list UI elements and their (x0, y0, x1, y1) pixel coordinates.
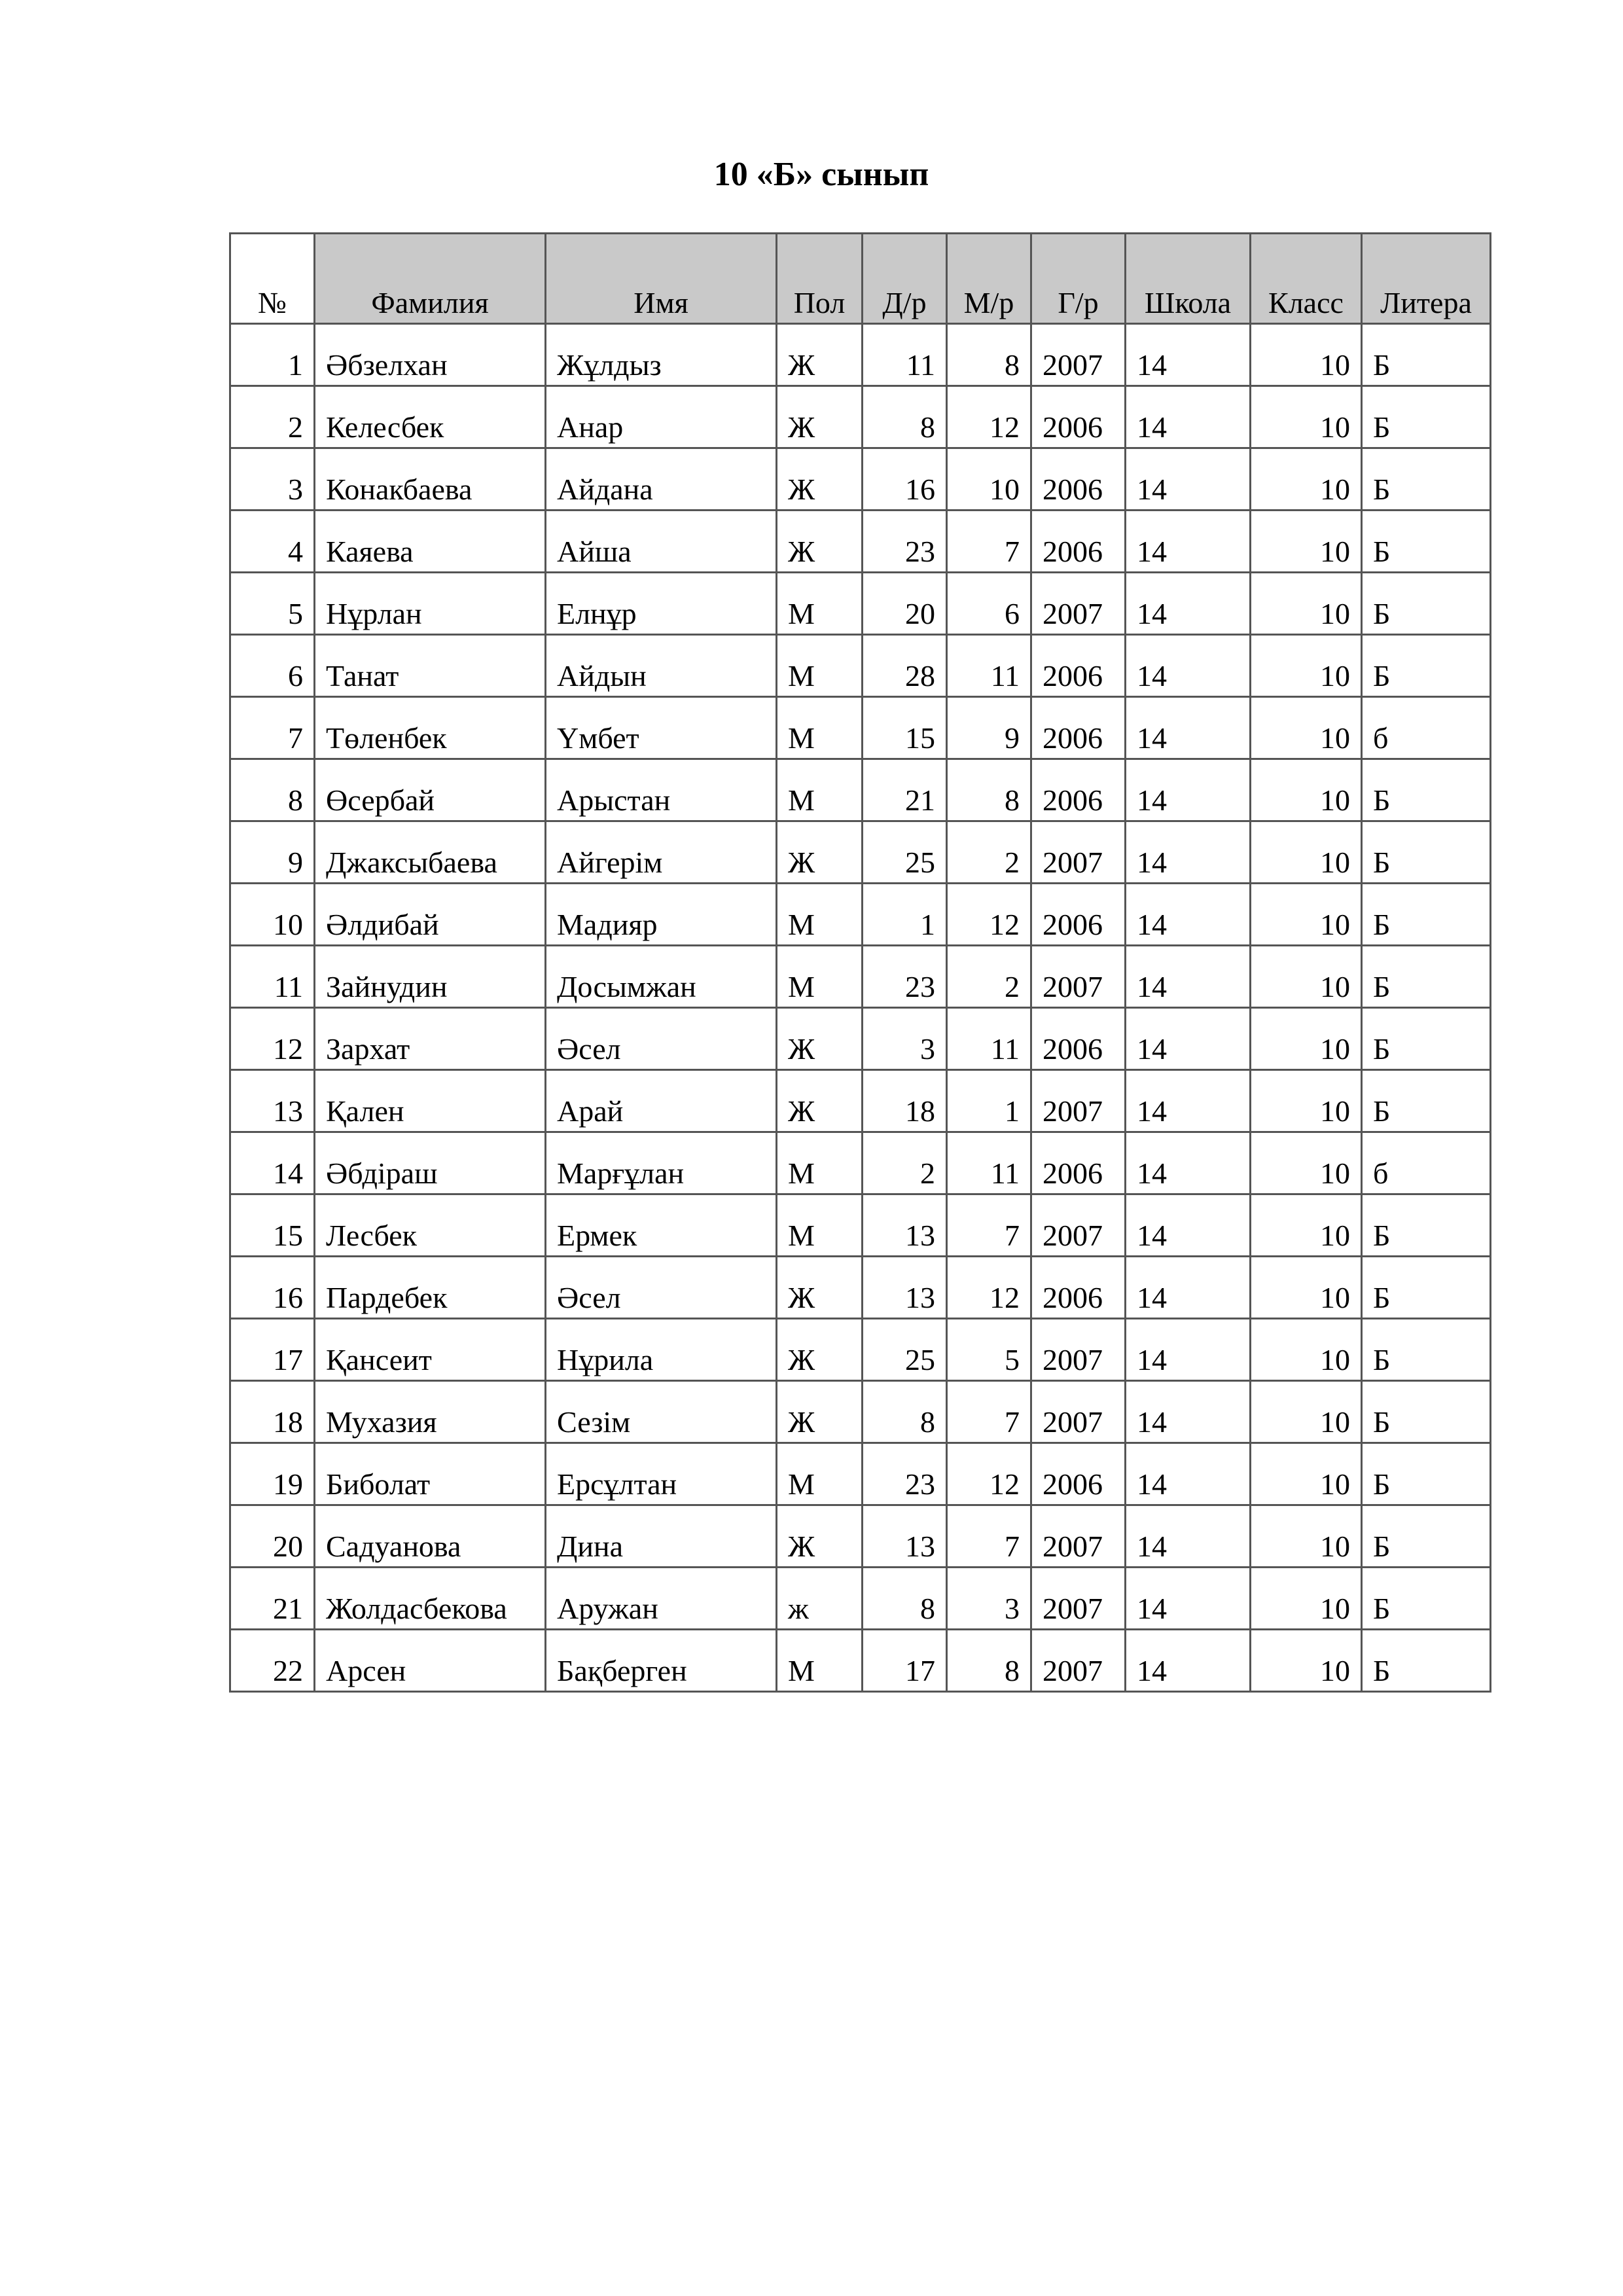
cell-birth-day: 13 (863, 1505, 947, 1568)
cell-birth-year: 2007 (1031, 1194, 1126, 1257)
cell-birth-year: 2006 (1031, 884, 1126, 946)
cell-class: 10 (1251, 1257, 1362, 1319)
cell-name: Әсел (546, 1008, 777, 1070)
cell-school: 14 (1126, 635, 1251, 697)
cell-class: 10 (1251, 884, 1362, 946)
cell-birth-day: 11 (863, 324, 947, 386)
cell-gender: Ж (777, 1070, 863, 1132)
cell-class: 10 (1251, 573, 1362, 635)
cell-class: 10 (1251, 821, 1362, 884)
cell-birth-year: 2006 (1031, 635, 1126, 697)
cell-school: 14 (1126, 1630, 1251, 1692)
cell-letter: Б (1362, 386, 1491, 448)
cell-birth-year: 2006 (1031, 1443, 1126, 1505)
table-row (230, 573, 1491, 635)
cell-birth-day: 25 (863, 1319, 947, 1381)
cell-gender: ж (777, 1568, 863, 1630)
table-body (230, 324, 1491, 1692)
cell-class: 10 (1251, 946, 1362, 1008)
cell-birth-year: 2007 (1031, 324, 1126, 386)
cell-birth-day: 8 (863, 386, 947, 448)
cell-gender: М (777, 1443, 863, 1505)
header-gender: Пол (777, 234, 863, 324)
cell-gender: Ж (777, 1505, 863, 1568)
cell-surname: Әбдіраш (315, 1132, 546, 1194)
cell-birth-year: 2007 (1031, 1319, 1126, 1381)
cell-gender: Ж (777, 1257, 863, 1319)
cell-number: 21 (230, 1568, 315, 1630)
cell-birth-year: 2007 (1031, 1630, 1126, 1692)
cell-class: 10 (1251, 448, 1362, 511)
cell-birth-year: 2007 (1031, 573, 1126, 635)
cell-name: Әсел (546, 1257, 777, 1319)
cell-class: 10 (1251, 1568, 1362, 1630)
cell-surname: Биболат (315, 1443, 546, 1505)
cell-class: 10 (1251, 324, 1362, 386)
cell-surname: Каяева (315, 511, 546, 573)
cell-school: 14 (1126, 1194, 1251, 1257)
cell-surname: Қален (315, 1070, 546, 1132)
student-table (229, 232, 1491, 1693)
cell-school: 14 (1126, 511, 1251, 573)
cell-birth-year: 2006 (1031, 759, 1126, 821)
cell-letter: Б (1362, 324, 1491, 386)
cell-class: 10 (1251, 635, 1362, 697)
cell-birth-month: 7 (947, 1505, 1031, 1568)
cell-school: 14 (1126, 884, 1251, 946)
cell-name: Ермек (546, 1194, 777, 1257)
cell-birth-day: 23 (863, 511, 947, 573)
page-title: 10 «Б» сынып (713, 156, 929, 193)
cell-birth-month: 11 (947, 1008, 1031, 1070)
cell-surname: Қансеит (315, 1319, 546, 1381)
cell-school: 14 (1126, 1257, 1251, 1319)
cell-gender: М (777, 946, 863, 1008)
table-row (230, 821, 1491, 884)
cell-class: 10 (1251, 1070, 1362, 1132)
cell-number: 16 (230, 1257, 315, 1319)
cell-birth-month: 6 (947, 573, 1031, 635)
table-row (230, 386, 1491, 448)
cell-school: 14 (1126, 1505, 1251, 1568)
cell-birth-day: 8 (863, 1568, 947, 1630)
cell-birth-day: 13 (863, 1194, 947, 1257)
cell-birth-month: 11 (947, 1132, 1031, 1194)
cell-surname: Садуанова (315, 1505, 546, 1568)
cell-surname: Танат (315, 635, 546, 697)
table-row (230, 1257, 1491, 1319)
cell-school: 14 (1126, 821, 1251, 884)
cell-number: 15 (230, 1194, 315, 1257)
table-row (230, 324, 1491, 386)
cell-letter: Б (1362, 1630, 1491, 1692)
cell-birth-day: 23 (863, 1443, 947, 1505)
cell-birth-month: 3 (947, 1568, 1031, 1630)
cell-letter: Б (1362, 511, 1491, 573)
cell-birth-month: 1 (947, 1070, 1031, 1132)
cell-birth-year: 2007 (1031, 1381, 1126, 1443)
cell-school: 14 (1126, 573, 1251, 635)
table-header (230, 234, 1491, 324)
cell-gender: М (777, 1630, 863, 1692)
table-row (230, 884, 1491, 946)
header-class: Класс (1251, 234, 1362, 324)
cell-number: 6 (230, 635, 315, 697)
cell-birth-year: 2007 (1031, 946, 1126, 1008)
cell-birth-day: 3 (863, 1008, 947, 1070)
cell-surname: Арсен (315, 1630, 546, 1692)
cell-school: 14 (1126, 1008, 1251, 1070)
cell-birth-day: 18 (863, 1070, 947, 1132)
cell-class: 10 (1251, 1319, 1362, 1381)
cell-birth-year: 2006 (1031, 511, 1126, 573)
cell-birth-year: 2006 (1031, 1008, 1126, 1070)
cell-gender: Ж (777, 1381, 863, 1443)
table-row (230, 759, 1491, 821)
cell-name: Сезім (546, 1381, 777, 1443)
cell-birth-year: 2006 (1031, 697, 1126, 759)
cell-letter: Б (1362, 1257, 1491, 1319)
table-row (230, 635, 1491, 697)
table-row (230, 1008, 1491, 1070)
cell-letter: Б (1362, 1008, 1491, 1070)
cell-birth-month: 8 (947, 324, 1031, 386)
cell-number: 11 (230, 946, 315, 1008)
cell-gender: М (777, 884, 863, 946)
cell-birth-year: 2007 (1031, 1505, 1126, 1568)
cell-letter: Б (1362, 573, 1491, 635)
cell-letter: Б (1362, 635, 1491, 697)
cell-name: Жұлдыз (546, 324, 777, 386)
cell-birth-month: 8 (947, 1630, 1031, 1692)
cell-birth-month: 10 (947, 448, 1031, 511)
cell-surname: Әлдибай (315, 884, 546, 946)
cell-birth-year: 2006 (1031, 1257, 1126, 1319)
cell-birth-month: 12 (947, 386, 1031, 448)
table-row (230, 1568, 1491, 1630)
cell-birth-month: 12 (947, 1257, 1031, 1319)
cell-name: Айдана (546, 448, 777, 511)
header-school: Школа (1126, 234, 1251, 324)
cell-surname: Джаксыбаева (315, 821, 546, 884)
cell-letter: Б (1362, 448, 1491, 511)
cell-letter: Б (1362, 1194, 1491, 1257)
cell-number: 9 (230, 821, 315, 884)
cell-letter: Б (1362, 759, 1491, 821)
cell-class: 10 (1251, 511, 1362, 573)
cell-name: Нұрила (546, 1319, 777, 1381)
cell-class: 10 (1251, 1132, 1362, 1194)
cell-surname: Зархат (315, 1008, 546, 1070)
cell-number: 13 (230, 1070, 315, 1132)
table-row (230, 1381, 1491, 1443)
cell-birth-month: 5 (947, 1319, 1031, 1381)
cell-birth-day: 21 (863, 759, 947, 821)
cell-number: 7 (230, 697, 315, 759)
cell-surname: Өсербай (315, 759, 546, 821)
cell-letter: Б (1362, 946, 1491, 1008)
cell-birth-year: 2007 (1031, 821, 1126, 884)
cell-name: Айдын (546, 635, 777, 697)
cell-birth-month: 7 (947, 511, 1031, 573)
cell-birth-year: 2006 (1031, 1132, 1126, 1194)
cell-number: 1 (230, 324, 315, 386)
cell-class: 10 (1251, 1505, 1362, 1568)
cell-letter: Б (1362, 1381, 1491, 1443)
cell-school: 14 (1126, 1319, 1251, 1381)
table-row (230, 1194, 1491, 1257)
cell-birth-day: 13 (863, 1257, 947, 1319)
cell-class: 10 (1251, 759, 1362, 821)
cell-name: Айша (546, 511, 777, 573)
cell-school: 14 (1126, 1443, 1251, 1505)
cell-gender: М (777, 1132, 863, 1194)
cell-number: 17 (230, 1319, 315, 1381)
table-row (230, 1505, 1491, 1568)
cell-name: Аружан (546, 1568, 777, 1630)
cell-gender: Ж (777, 324, 863, 386)
cell-school: 14 (1126, 697, 1251, 759)
cell-letter: Б (1362, 1505, 1491, 1568)
cell-school: 14 (1126, 324, 1251, 386)
cell-number: 20 (230, 1505, 315, 1568)
table-row (230, 448, 1491, 511)
header-name: Имя (546, 234, 777, 324)
cell-school: 14 (1126, 946, 1251, 1008)
header-birth-day: Д/р (863, 234, 947, 324)
cell-class: 10 (1251, 1630, 1362, 1692)
cell-number: 22 (230, 1630, 315, 1692)
cell-birth-month: 7 (947, 1194, 1031, 1257)
table-row (230, 946, 1491, 1008)
table-row (230, 1630, 1491, 1692)
cell-surname: Нұрлан (315, 573, 546, 635)
cell-name: Анар (546, 386, 777, 448)
cell-birth-month: 8 (947, 759, 1031, 821)
cell-gender: Ж (777, 511, 863, 573)
cell-birth-year: 2006 (1031, 448, 1126, 511)
cell-surname: Мухазия (315, 1381, 546, 1443)
cell-gender: М (777, 573, 863, 635)
cell-surname: Лесбек (315, 1194, 546, 1257)
cell-name: Мадияр (546, 884, 777, 946)
cell-school: 14 (1126, 1070, 1251, 1132)
cell-birth-day: 25 (863, 821, 947, 884)
cell-school: 14 (1126, 386, 1251, 448)
cell-birth-day: 2 (863, 1132, 947, 1194)
cell-class: 10 (1251, 1008, 1362, 1070)
cell-class: 10 (1251, 386, 1362, 448)
cell-birth-day: 28 (863, 635, 947, 697)
cell-birth-year: 2007 (1031, 1070, 1126, 1132)
cell-name: Ерсұлтан (546, 1443, 777, 1505)
cell-letter: Б (1362, 821, 1491, 884)
cell-name: Дина (546, 1505, 777, 1568)
cell-school: 14 (1126, 448, 1251, 511)
cell-name: Марғұлан (546, 1132, 777, 1194)
cell-number: 5 (230, 573, 315, 635)
table-row (230, 697, 1491, 759)
cell-name: Арай (546, 1070, 777, 1132)
cell-birth-month: 11 (947, 635, 1031, 697)
cell-name: Елнұр (546, 573, 777, 635)
cell-surname: Зайнудин (315, 946, 546, 1008)
cell-gender: Ж (777, 821, 863, 884)
table-row (230, 1070, 1491, 1132)
cell-birth-month: 9 (947, 697, 1031, 759)
cell-birth-day: 15 (863, 697, 947, 759)
cell-surname: Әбзелхан (315, 324, 546, 386)
cell-class: 10 (1251, 1381, 1362, 1443)
cell-surname: Төленбек (315, 697, 546, 759)
cell-letter: б (1362, 1132, 1491, 1194)
cell-birth-day: 16 (863, 448, 947, 511)
table-row (230, 1443, 1491, 1505)
cell-class: 10 (1251, 1443, 1362, 1505)
table-row (230, 1319, 1491, 1381)
cell-class: 10 (1251, 1194, 1362, 1257)
table-row (230, 511, 1491, 573)
header-number: № (230, 234, 315, 324)
cell-school: 14 (1126, 1381, 1251, 1443)
cell-letter: Б (1362, 1568, 1491, 1630)
cell-gender: Ж (777, 1008, 863, 1070)
cell-school: 14 (1126, 1132, 1251, 1194)
cell-gender: М (777, 759, 863, 821)
cell-birth-day: 8 (863, 1381, 947, 1443)
cell-birth-month: 2 (947, 821, 1031, 884)
cell-school: 14 (1126, 1568, 1251, 1630)
cell-surname: Жолдасбекова (315, 1568, 546, 1630)
cell-birth-day: 1 (863, 884, 947, 946)
cell-birth-day: 17 (863, 1630, 947, 1692)
cell-birth-month: 12 (947, 884, 1031, 946)
header-letter: Литера (1362, 234, 1491, 324)
cell-letter: Б (1362, 884, 1491, 946)
cell-number: 8 (230, 759, 315, 821)
cell-number: 3 (230, 448, 315, 511)
header-surname: Фамилия (315, 234, 546, 324)
cell-class: 10 (1251, 697, 1362, 759)
cell-number: 4 (230, 511, 315, 573)
cell-letter: Б (1362, 1319, 1491, 1381)
cell-letter: б (1362, 697, 1491, 759)
header-birth-year: Г/р (1031, 234, 1126, 324)
cell-name: Арыстан (546, 759, 777, 821)
table-row (230, 1132, 1491, 1194)
cell-birth-day: 23 (863, 946, 947, 1008)
cell-number: 12 (230, 1008, 315, 1070)
cell-letter: Б (1362, 1443, 1491, 1505)
cell-number: 2 (230, 386, 315, 448)
cell-birth-year: 2006 (1031, 386, 1126, 448)
cell-gender: М (777, 697, 863, 759)
cell-birth-day: 20 (863, 573, 947, 635)
cell-birth-month: 2 (947, 946, 1031, 1008)
cell-number: 10 (230, 884, 315, 946)
cell-gender: Ж (777, 448, 863, 511)
cell-birth-month: 12 (947, 1443, 1031, 1505)
header-row (230, 234, 1491, 324)
cell-name: Үмбет (546, 697, 777, 759)
cell-surname: Конакбаева (315, 448, 546, 511)
cell-school: 14 (1126, 759, 1251, 821)
cell-surname: Пардебек (315, 1257, 546, 1319)
cell-name: Досымжан (546, 946, 777, 1008)
cell-gender: Ж (777, 386, 863, 448)
cell-gender: М (777, 1194, 863, 1257)
cell-name: Айгерім (546, 821, 777, 884)
cell-surname: Келесбек (315, 386, 546, 448)
cell-gender: Ж (777, 1319, 863, 1381)
cell-birth-year: 2007 (1031, 1568, 1126, 1630)
cell-letter: Б (1362, 1070, 1491, 1132)
header-birth-month: М/р (947, 234, 1031, 324)
cell-gender: М (777, 635, 863, 697)
cell-number: 18 (230, 1381, 315, 1443)
cell-birth-month: 7 (947, 1381, 1031, 1443)
cell-number: 14 (230, 1132, 315, 1194)
cell-name: Бақберген (546, 1630, 777, 1692)
cell-number: 19 (230, 1443, 315, 1505)
